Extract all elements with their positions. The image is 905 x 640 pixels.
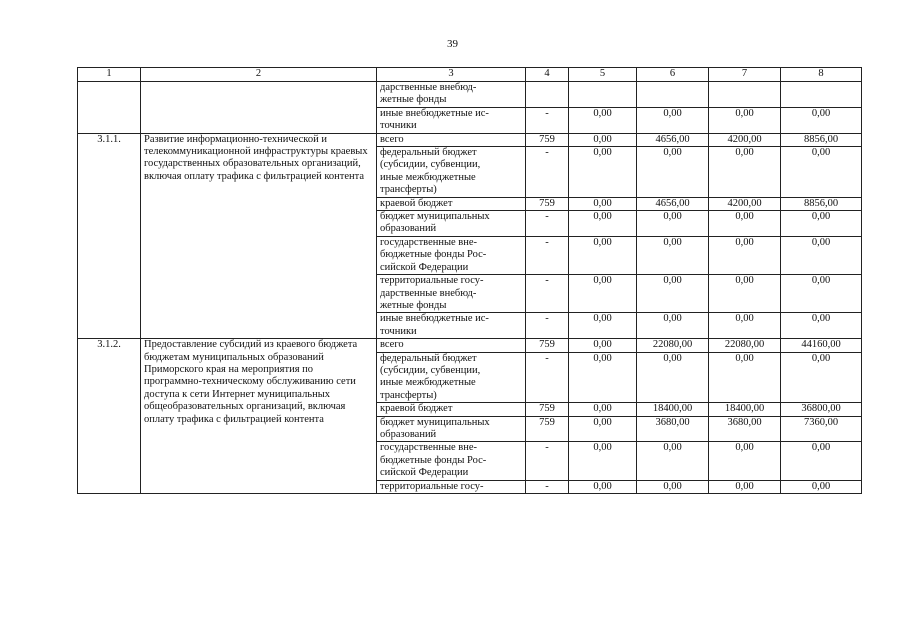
- item-description-cell: [141, 82, 377, 134]
- value-col-7: 0,00: [709, 352, 781, 403]
- value-col-6: 0,00: [637, 480, 709, 493]
- value-col-8: 36800,00: [781, 403, 862, 416]
- value-col-8: 7360,00: [781, 416, 862, 442]
- value-col-8: 0,00: [781, 313, 862, 339]
- value-col-5: 0,00: [569, 197, 637, 210]
- value-col-6: 18400,00: [637, 403, 709, 416]
- value-col-8: 0,00: [781, 442, 862, 480]
- funding-source: дарственные внебюд- жетные фонды: [377, 82, 526, 108]
- value-col-8: 0,00: [781, 480, 862, 493]
- column-header: 6: [637, 68, 709, 82]
- funding-source: территориальные госу- дарственные внебюд- жетные фонды: [377, 275, 526, 313]
- value-col-5: 0,00: [569, 313, 637, 339]
- value-col-5: 0,00: [569, 352, 637, 403]
- value-col-7: 0,00: [709, 480, 781, 493]
- value-col-6: 4656,00: [637, 197, 709, 210]
- value-col-8: 0,00: [781, 352, 862, 403]
- value-col-7: 0,00: [709, 236, 781, 274]
- value-col-7: [709, 82, 781, 108]
- value-col-6: 3680,00: [637, 416, 709, 442]
- budget-code: 759: [526, 339, 569, 352]
- funding-source: иные внебюджетные ис- точники: [377, 313, 526, 339]
- page-number: 39: [447, 38, 458, 50]
- value-col-5: 0,00: [569, 107, 637, 133]
- value-col-6: 0,00: [637, 236, 709, 274]
- budget-code: [526, 82, 569, 108]
- value-col-7: 0,00: [709, 211, 781, 237]
- header-row: [78, 68, 862, 82]
- budget-table: [77, 67, 862, 494]
- column-header: 5: [569, 68, 637, 82]
- value-col-6: 0,00: [637, 107, 709, 133]
- funding-source: иные внебюджетные ис- точники: [377, 107, 526, 133]
- funding-source: федеральный бюджет (субсидии, субвенции, иные межбюджетные трансферты): [377, 352, 526, 403]
- item-id-cell: [78, 82, 141, 134]
- table-row: [78, 82, 862, 108]
- funding-source: государственные вне- бюджетные фонды Рос- сийской Федерации: [377, 236, 526, 274]
- value-col-7: 3680,00: [709, 416, 781, 442]
- budget-code: 759: [526, 133, 569, 146]
- funding-source: краевой бюджет: [377, 403, 526, 416]
- value-col-7: 0,00: [709, 442, 781, 480]
- funding-source: всего: [377, 133, 526, 146]
- value-col-8: 8856,00: [781, 197, 862, 210]
- value-col-6: 0,00: [637, 211, 709, 237]
- value-col-8: 0,00: [781, 275, 862, 313]
- column-header: 3: [377, 68, 526, 82]
- column-header: 2: [141, 68, 377, 82]
- value-col-6: 22080,00: [637, 339, 709, 352]
- value-col-5: 0,00: [569, 403, 637, 416]
- value-col-7: 18400,00: [709, 403, 781, 416]
- value-col-8: 0,00: [781, 236, 862, 274]
- value-col-5: 0,00: [569, 416, 637, 442]
- value-col-8: 8856,00: [781, 133, 862, 146]
- budget-code: -: [526, 313, 569, 339]
- value-col-6: 0,00: [637, 147, 709, 198]
- value-col-7: 0,00: [709, 275, 781, 313]
- value-col-5: 0,00: [569, 480, 637, 493]
- value-col-8: 0,00: [781, 147, 862, 198]
- value-col-6: 4656,00: [637, 133, 709, 146]
- value-col-8: 0,00: [781, 211, 862, 237]
- value-col-5: 0,00: [569, 133, 637, 146]
- item-description: Предоставление субсидий из краевого бюджета бюджетам муниципальных образований Приморского края на мероприятия по программно-техническому обслуживанию сети доступа к сети Интернет муниципальных общеобразовательных организаций, включая оплату трафика с фильтрацией контента: [141, 339, 377, 494]
- value-col-6: 0,00: [637, 352, 709, 403]
- table-body: [78, 82, 862, 494]
- funding-source: краевой бюджет: [377, 197, 526, 210]
- value-col-8: 44160,00: [781, 339, 862, 352]
- budget-code: 759: [526, 416, 569, 442]
- value-col-7: 0,00: [709, 313, 781, 339]
- value-col-7: 4200,00: [709, 197, 781, 210]
- item-description: Развитие информационно-технической и телекоммуникационной инфраструктуры краевых государственных образовательных организаций, включая оплату трафика с фильтрацией контента: [141, 133, 377, 339]
- column-header: 7: [709, 68, 781, 82]
- value-col-7: 0,00: [709, 147, 781, 198]
- budget-code: -: [526, 211, 569, 237]
- value-col-5: 0,00: [569, 236, 637, 274]
- budget-code: -: [526, 147, 569, 198]
- funding-source: бюджет муниципальных образований: [377, 211, 526, 237]
- budget-code: 759: [526, 403, 569, 416]
- item-id: 3.1.2.: [78, 339, 141, 494]
- column-header: 8: [781, 68, 862, 82]
- funding-source: федеральный бюджет (субсидии, субвенции, иные межбюджетные трансферты): [377, 147, 526, 198]
- value-col-5: 0,00: [569, 147, 637, 198]
- value-col-5: 0,00: [569, 211, 637, 237]
- value-col-8: [781, 82, 862, 108]
- budget-code: 759: [526, 197, 569, 210]
- table-row: [78, 339, 862, 352]
- table-row: [78, 133, 862, 146]
- value-col-6: 0,00: [637, 275, 709, 313]
- value-col-7: 0,00: [709, 107, 781, 133]
- funding-source: территориальные госу-: [377, 480, 526, 493]
- value-col-8: 0,00: [781, 107, 862, 133]
- value-col-5: 0,00: [569, 442, 637, 480]
- funding-source: государственные вне- бюджетные фонды Рос- сийской Федерации: [377, 442, 526, 480]
- value-col-6: [637, 82, 709, 108]
- value-col-6: 0,00: [637, 313, 709, 339]
- budget-code: -: [526, 275, 569, 313]
- value-col-5: 0,00: [569, 339, 637, 352]
- funding-source: всего: [377, 339, 526, 352]
- value-col-7: 22080,00: [709, 339, 781, 352]
- value-col-5: [569, 82, 637, 108]
- value-col-7: 4200,00: [709, 133, 781, 146]
- budget-code: -: [526, 107, 569, 133]
- value-col-5: 0,00: [569, 275, 637, 313]
- column-header: 1: [78, 68, 141, 82]
- budget-code: -: [526, 442, 569, 480]
- value-col-6: 0,00: [637, 442, 709, 480]
- budget-code: -: [526, 236, 569, 274]
- funding-source: бюджет муниципальных образований: [377, 416, 526, 442]
- budget-code: -: [526, 480, 569, 493]
- budget-code: -: [526, 352, 569, 403]
- column-header: 4: [526, 68, 569, 82]
- item-id: 3.1.1.: [78, 133, 141, 339]
